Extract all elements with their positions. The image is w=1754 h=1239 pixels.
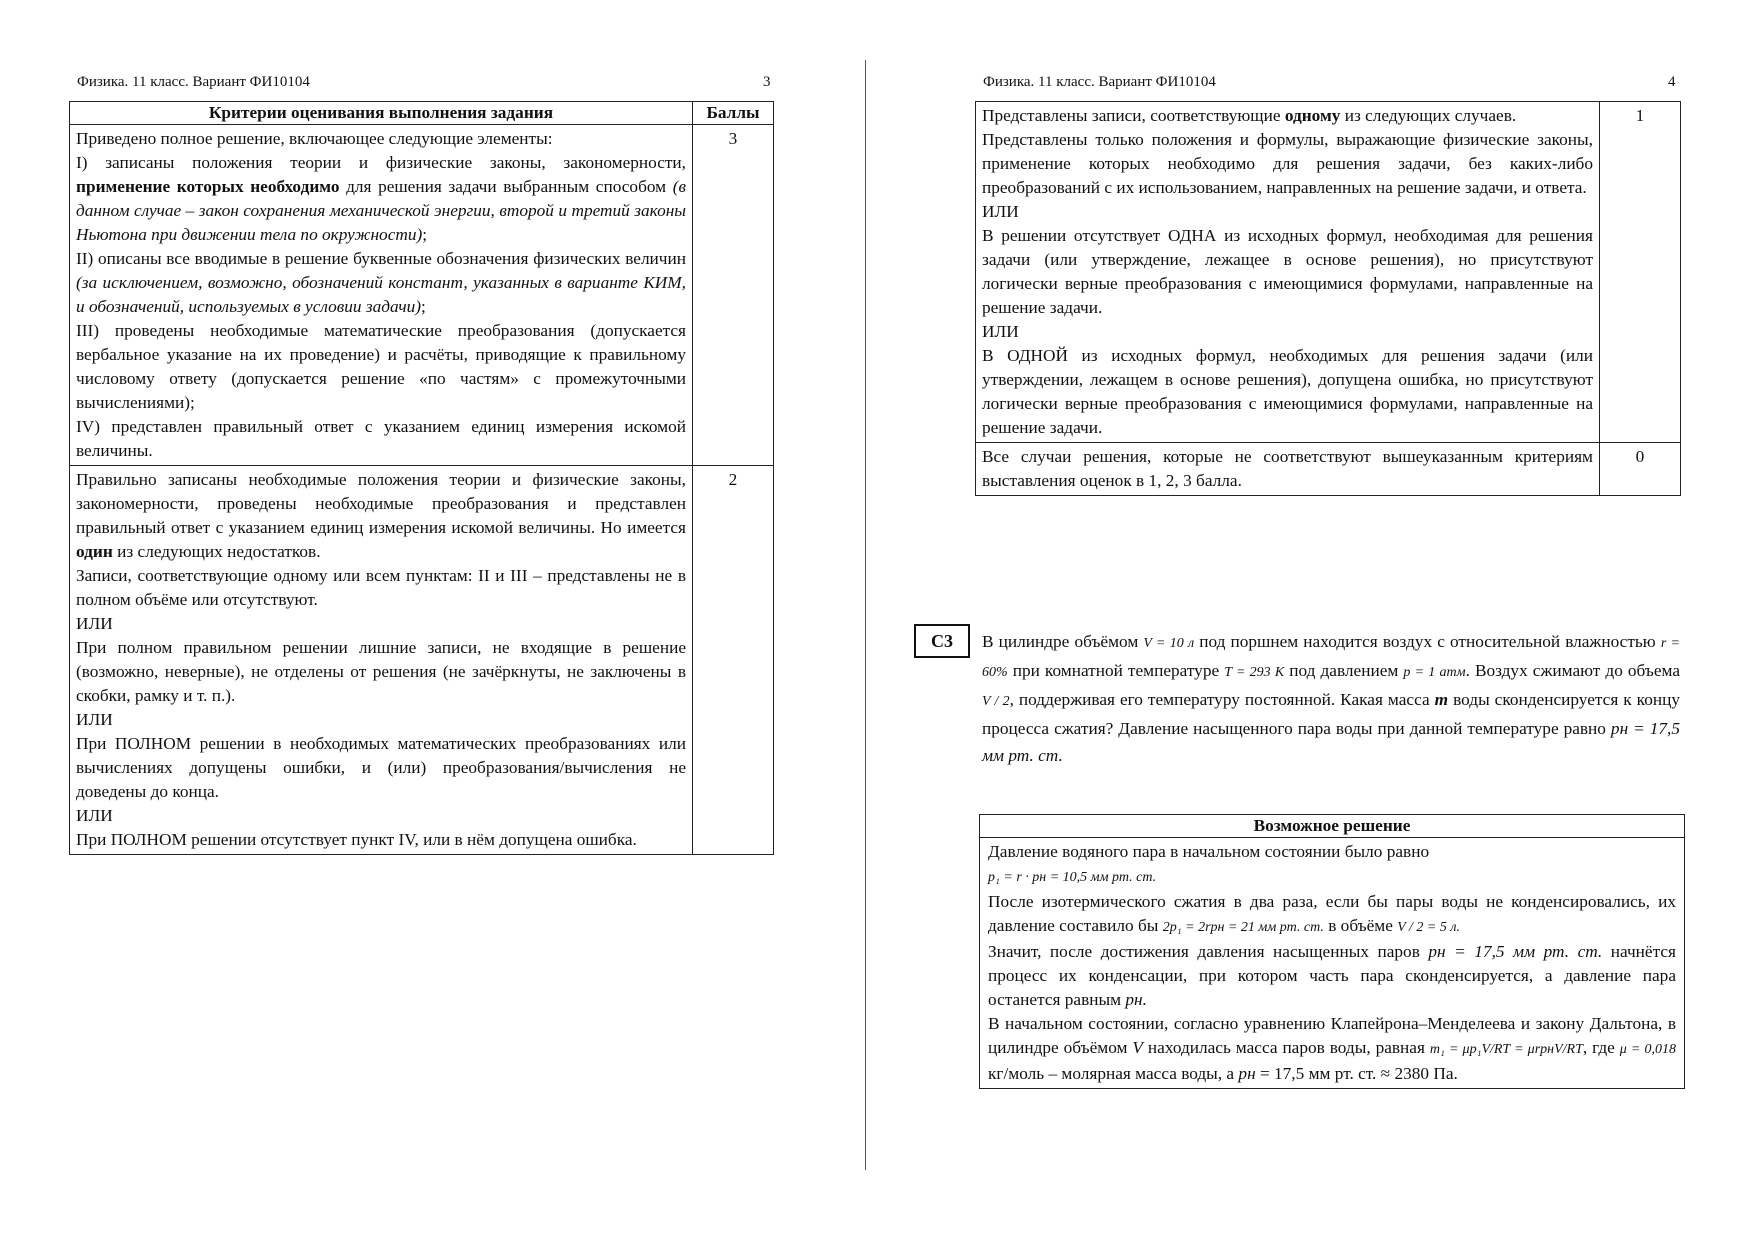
solution-cell: [980, 838, 1685, 1089]
page-number-left: 3: [763, 74, 771, 90]
solution-table: [979, 814, 1685, 1089]
criteria-paragraph: В решении отсутствует ОДНА из исходных формул, необходимая для решения задачи (или утверждение, лежащее в основе решения), но присутствуют логически верные преобразования с имеющимися формулами, направленные на решение задачи.: [982, 226, 1593, 317]
criteria-cell: [976, 102, 1600, 443]
page-divider: [865, 60, 866, 1170]
score-cell: 2: [693, 466, 774, 855]
score-cell: 3: [693, 125, 774, 466]
criteria-cell: Все случаи решения, которые не соответствуют вышеуказанным критериям выставления оценок в 1, 2, 3 балла.: [976, 443, 1600, 496]
criteria-paragraph: Представлены только положения и формулы, выражающие физические законы, применение которых необходимо для решения задачи, без каких-либо преобразований с их использованием, направленных на решение задачи, и ответа.: [982, 130, 1593, 197]
criteria-table-left: [69, 101, 774, 855]
or-label: ИЛИ: [982, 322, 1019, 341]
solution-paragraph: Давление водяного пара в начальном состоянии было равно: [988, 842, 1430, 861]
or-label: ИЛИ: [76, 806, 113, 825]
criteria-paragraph: При полном правильном решении лишние записи, не входящие в решение (возможно, неверные), не отделены от решения (не зачёркнуты, не заключены в скобки, рамку и т. п.).: [76, 638, 686, 705]
page-header-title-left: Физика. 11 класс. Вариант ФИ10104: [77, 74, 310, 90]
score-cell: 1: [1600, 102, 1681, 443]
table-row: [70, 125, 774, 466]
score-cell: 0: [1600, 443, 1681, 496]
solution-formula: p₁ = r · pн = 10,5 мм рт. ст.: [988, 870, 1157, 885]
criteria-item-iii: III) проведены необходимые математические преобразования (допускается вербальное указание на их проведение) и расчёты, приводящие к правильному числовому ответу (допускается решение «по частям» с промежуточными вычислениями);: [76, 321, 686, 412]
criteria-item-ii: II) описаны все вводимые в решение буквенные обозначения физических величин (за исключением, возможно, обозначений констант, указанных в варианте КИМ, и обозначений, используемых в условии задачи);: [76, 249, 686, 316]
or-label: ИЛИ: [76, 710, 113, 729]
criteria-table-right: [975, 101, 1681, 496]
criteria-item-i: I) записаны положения теории и физические законы, закономерности, применение которых необходимо для решения задачи выбранным способом (в данном случае – закон сохранения механической энергии, второй и третий законы Ньютона при движении тела по окружности);: [76, 153, 686, 244]
task-label: C3: [914, 624, 970, 658]
criteria-intro: Приведено полное решение, включающее следующие элементы:: [76, 129, 553, 148]
criteria-paragraph: При ПОЛНОМ решении отсутствует пункт IV, или в нём допущена ошибка.: [76, 830, 637, 849]
criteria-column-header: Критерии оценивания выполнения задания: [70, 102, 693, 125]
criteria-paragraph: Правильно записаны необходимые положения теории и физические законы, закономерности, проведены необходимые преобразования и представлен правильный ответ с указанием единиц измерения искомой величины. Но имеется один из следующих недостатков.: [76, 470, 686, 561]
task-statement: В цилиндре объёмом V = 10 л под поршнем находится воздух с относительной влажностью r = 60% при комнатной температуре T = 293 К под давлением p = 1 атм. Воздух сжимают до объема V / 2, поддерживая его температуру постоянной. Какая масса m воды сконденсируется к концу процесса сжатия? Давление насыщенного пара воды при данной температуре равно pн = 17,5 мм рт. ст.: [982, 632, 1681, 765]
page-number-right: 4: [1668, 74, 1676, 90]
solution-paragraph: В начальном состоянии, согласно уравнению Клапейрона–Менделеева и закону Дальтона, в цилиндре объёмом V находилась масса паров воды, равная m₁ = μp₁V/RT = μrpнV/RT, где μ = 0,018 кг/моль – молярная масса воды, а pн = 17,5 мм рт. ст. ≈ 2380 Па.: [988, 1014, 1677, 1083]
or-label: ИЛИ: [982, 202, 1019, 221]
criteria-paragraph: При ПОЛНОМ решении в необходимых математических преобразованиях или вычислениях допущены ошибки, и (или) преобразования/вычисления не доведены до конца.: [76, 734, 686, 801]
points-column-header: Баллы: [693, 102, 774, 125]
criteria-cell: [70, 466, 693, 855]
solution-paragraph: Значит, после достижения давления насыщенных паров pн = 17,5 мм рт. ст. начнётся процесс их конденсации, при котором часть пара сконденсируется, а давление пара останется равным pн.: [988, 942, 1676, 1009]
page-header-title-right: Физика. 11 класс. Вариант ФИ10104: [983, 74, 1216, 90]
table-row: [70, 466, 774, 855]
table-row: [976, 102, 1681, 443]
criteria-paragraph: В ОДНОЙ из исходных формул, необходимых для решения задачи (или утверждении, лежащем в основе решения), допущена ошибка, но присутствуют логически верные преобразования с имеющимися формулами, направленные на решение задачи.: [982, 346, 1593, 437]
criteria-cell: [70, 125, 693, 466]
criteria-item-iv: IV) представлен правильный ответ с указанием единиц измерения искомой величины.: [76, 417, 686, 460]
table-row: [980, 838, 1685, 1089]
criteria-paragraph: Представлены записи, соответствующие одному из следующих случаев.: [982, 106, 1517, 125]
or-label: ИЛИ: [76, 614, 113, 633]
solution-title: Возможное решение: [980, 815, 1685, 838]
criteria-paragraph: Записи, соответствующие одному или всем пунктам: II и III – представлены не в полном объёме или отсутствуют.: [76, 566, 686, 609]
solution-paragraph: После изотермического сжатия в два раза, если бы пары воды не конденсировались, их давление составило бы 2p₁ = 2rpн = 21 мм рт. ст. в объёме V / 2 = 5 л.: [988, 892, 1676, 935]
table-row: [976, 443, 1681, 496]
